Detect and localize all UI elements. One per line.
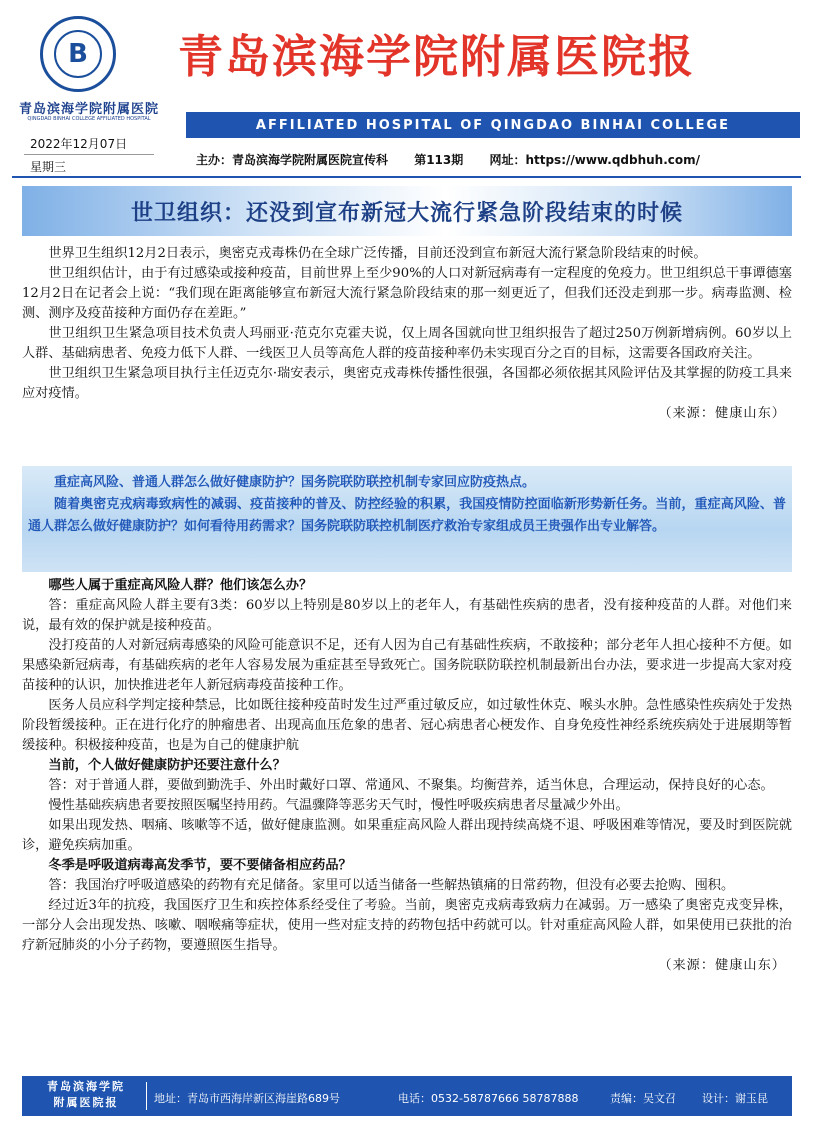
masthead-title: 青岛滨海学院附属医院报 xyxy=(178,30,696,83)
masthead-english: AFFILIATED HOSPITAL OF QINGDAO BINHAI COLLEGE xyxy=(186,112,800,138)
question-heading: 冬季是呼吸道病毒高发季节，要不要储备相应药品？ xyxy=(48,858,352,873)
issue-weekday: 星期三 xyxy=(30,160,67,174)
article-source: （来源：健康山东） xyxy=(658,406,786,421)
host-text: 主办：青岛滨海学院附属医院宣传科 xyxy=(196,153,389,167)
seal-icon xyxy=(40,16,116,92)
footer-logo-line2: 附属医院报 xyxy=(53,1096,119,1109)
summary-body: 随着奥密克戎病毒致病性的减弱、疫苗接种的普及、防控经验的积累，我国疫情防控面临新形势新任务。当前，重症高风险、普通人群怎么做好健康防护？如何看待用药需求？国务院联防联控机制医疗救治专家组成员王贵强作出专业解答。 xyxy=(28,497,786,534)
footer-bar xyxy=(22,1076,792,1116)
article-2 xyxy=(22,576,792,976)
answer-paragraph: 如果出现发热、咽痛、咳嗽等不适，做好健康监测。如果重症高风险人群出现持续高烧不退、呼吸困难等情况，要及时到医院就诊，避免疾病加重。 xyxy=(22,818,792,853)
article-paragraph: 世卫组织估计，由于有过感染或接种疫苗，目前世界上至少90%的人口对新冠病毒有一定程度的免疫力。世卫组织总干事谭德塞12月2日在记者会上说：“我们现在距离能够宣布新冠大流行紧急阶段结束的那一刻更近了，但我们还没走到那一步。病毒监测、检测、测序及疫苗接种方面仍存在差距。” xyxy=(22,266,792,321)
article-1 xyxy=(22,244,792,424)
info-line xyxy=(196,151,806,168)
article-paragraph: 世界卫生组织12月2日表示，奥密克戎毒株仍在全球广泛传播，目前还没到宣布新冠大流行紧急阶段结束的时候。 xyxy=(48,246,707,261)
footer-editor: 责编：吴文召 xyxy=(610,1092,676,1105)
answer-paragraph: 慢性基础疾病患者要按照医嘱坚持用药。气温骤降等恶劣天气时，慢性呼吸疾病患者尽量减少外出。 xyxy=(48,798,629,813)
answer-paragraph: 答：重症高风险人群主要有3类：60岁以上特别是80岁以上的老年人，有基础性疾病的患者，没有接种疫苗的人群。对他们来说，最有效的保护就是接种疫苗。 xyxy=(22,598,792,633)
article-paragraph: 世卫组织卫生紧急项目执行主任迈克尔·瑞安表示，奥密克戎毒株传播性很强，各国都必须依据其风险评估及其掌握的防疫工具来应对疫情。 xyxy=(22,366,792,401)
footer-designer: 设计：谢玉昆 xyxy=(702,1092,768,1105)
answer-paragraph: 医务人员应科学判定接种禁忌，比如既往接种疫苗时发生过严重过敏反应，如过敏性休克、喉头水肿。急性感染性疾病处于发热阶段暂缓接种。正在进行化疗的肿瘤患者、出现高血压危象的患者、冠心病患者心梗发作、自身免疫性神经系统疾病处于进展期等暂缓接种。积极接种疫苗，也是为自己的健康护航 xyxy=(22,698,792,753)
article-paragraph: 世卫组织卫生紧急项目技术负责人玛丽亚·范克尔克霍夫说，仅上周各国就向世卫组织报告了超过250万例新增病例。60岁以上人群、基础病患者、免疫力低下人群、一线医卫人员等高危人群的疫苗接种率仍未实现百分之百的目标，这需要各国政府关注。 xyxy=(22,326,792,361)
issue-date: 2022年12月07日 xyxy=(24,134,154,155)
issue-number: 第113期 xyxy=(414,153,464,167)
question-heading: 当前，个人做好健康防护还要注意什么？ xyxy=(48,758,286,773)
article-headline: 世卫组织：还没到宣布新冠大流行紧急阶段结束的时候 xyxy=(130,200,683,226)
answer-paragraph: 答：我国治疗呼吸道感染的药物有充足储备。家里可以适当储备一些解热镇痛的日常药物，但没有必要去抢购、囤积。 xyxy=(48,878,735,893)
footer-address: 地址：青岛市西海岸新区海崖路689号 xyxy=(154,1092,340,1105)
answer-paragraph: 经过近3年的抗疫，我国医疗卫生和疾控体系经受住了考验。当前，奥密克戎病毒致病力在减弱。万一感染了奥密克戎变异株，一部分人会出现发热、咳嗽、咽喉痛等症状，使用一些对症支持的药物包括中药就可以。针对重症高风险人群，如果使用已获批的治疗新冠肺炎的小分子药物，要遵照医生指导。 xyxy=(22,898,792,953)
logo-name-en: QINGDAO BINHAI COLLEGE AFFILIATED HOSPITAL xyxy=(27,116,151,122)
website-link[interactable]: 网址：https://www.qdbhuh.com/ xyxy=(489,153,701,167)
footer-divider xyxy=(146,1082,147,1110)
date-block xyxy=(24,134,154,174)
summary-lead: 重症高风险、普通人群怎么做好健康防护？国务院联防联控机制专家回应防疫热点。 xyxy=(54,475,536,490)
article-source: （来源：健康山东） xyxy=(658,958,786,973)
logo-name-cn: 青岛滨海学院附属医院 xyxy=(18,102,159,117)
footer-logo-line1: 青岛滨海学院 xyxy=(47,1080,125,1093)
answer-paragraph: 没打疫苗的人对新冠病毒感染的风险可能意识不足，还有人因为自己有基础性疾病，不敢接种；部分老年人担心接种不方便。如果感染新冠病毒，有基础疾病的老年人容易发展为重症甚至导致死亡。国务院联防联控机制最新出台办法，要求进一步提高大家对疫苗接种的认识，加快推进老年人新冠病毒疫苗接种工作。 xyxy=(22,638,792,693)
footer-logo xyxy=(32,1079,140,1111)
hospital-logo xyxy=(12,12,162,130)
question-heading: 哪些人属于重症高风险人群？他们该怎么办？ xyxy=(48,578,313,593)
footer-phone: 电话：0532-58787666 58787888 xyxy=(398,1092,579,1105)
header-divider xyxy=(12,176,801,178)
answer-paragraph: 答：对于普通人群，要做到勤洗手、外出时戴好口罩、常通风、不聚集。均衡营养，适当休息，合理运动，保持良好的心态。 xyxy=(48,778,774,793)
seal-letter: B xyxy=(54,30,102,78)
headline-banner xyxy=(22,186,792,236)
summary-box xyxy=(22,466,792,572)
